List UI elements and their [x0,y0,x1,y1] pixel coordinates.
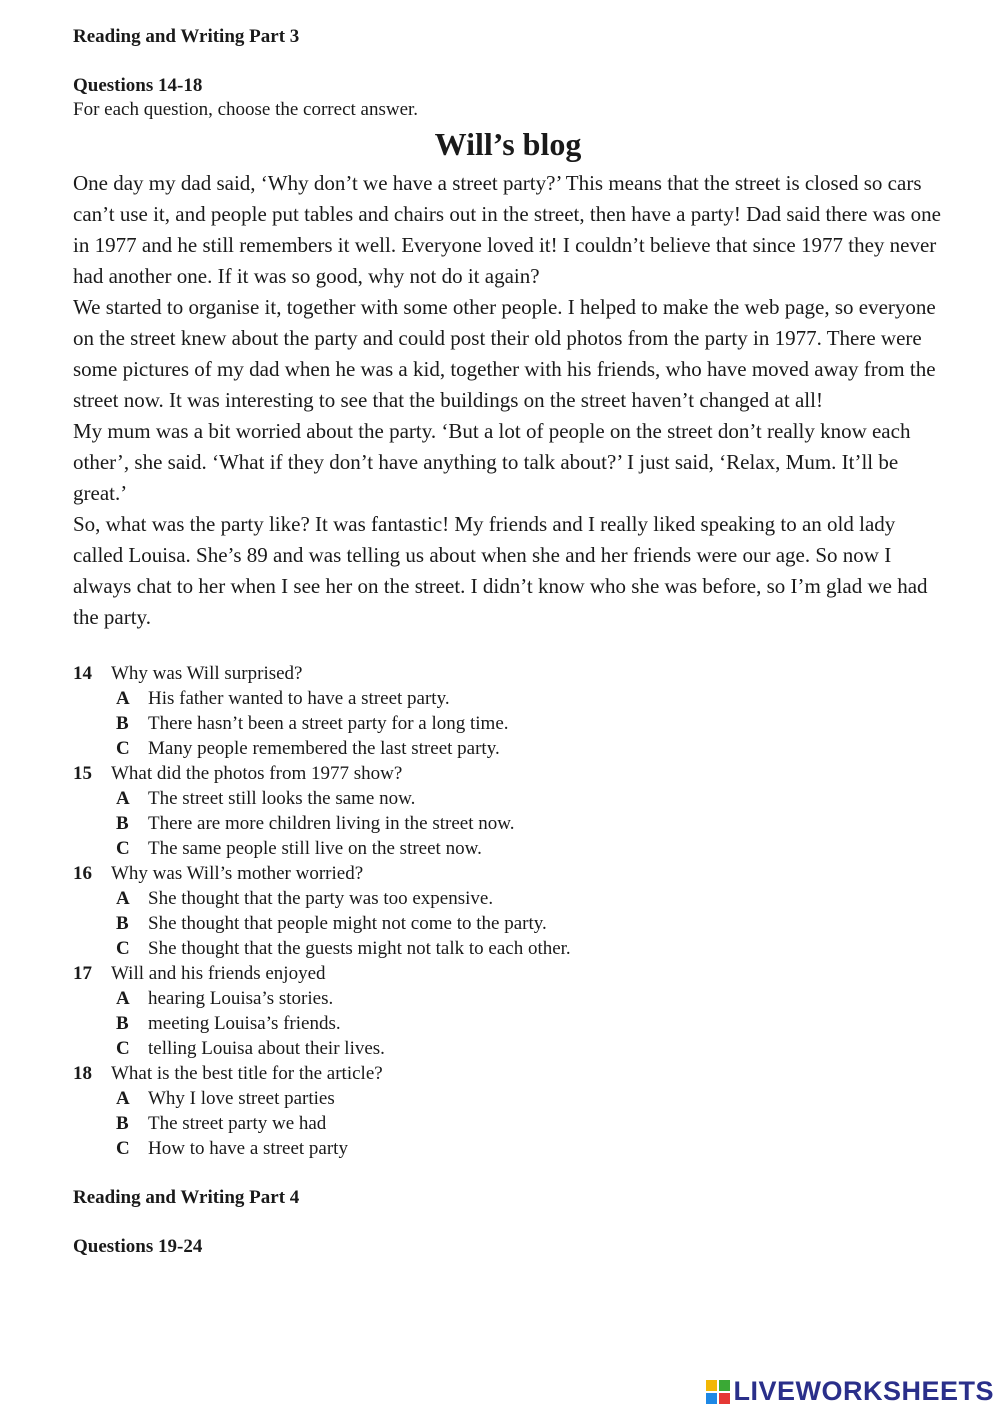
option-text: meeting Louisa’s friends. [148,1013,341,1034]
option-letter: A [116,888,130,909]
option-15-c[interactable] [116,836,943,861]
question-number: 16 [73,863,92,884]
question-list [73,661,943,1161]
option-18-b[interactable] [116,1111,943,1136]
logo-square-4 [719,1393,730,1404]
option-letter: C [116,1138,130,1159]
part3-heading: Reading and Writing Part 3 [73,26,300,47]
blog-paragraph-3: My mum was a bit worried about the party. ‘But a lot of people on the street don’t really know each other’, she said. ‘What if they don’t have anything to talk about?’ I just said, ‘Relax, Mum. It’ll be great.’ [73,419,911,505]
question-text: What is the best title for the article? [111,1063,383,1084]
option-text: The street party we had [148,1113,327,1134]
question-14 [73,661,943,761]
logo-square-3 [706,1393,717,1404]
option-text: She thought that the guests might not talk to each other. [148,938,571,959]
part3-questions-range: Questions 14-18 [73,75,203,96]
option-letter: A [116,1088,130,1109]
option-16-a[interactable] [116,886,943,911]
question-15 [73,761,943,861]
option-letter: C [116,838,130,859]
option-18-a[interactable] [116,1086,943,1111]
logo-squares-icon [706,1380,730,1404]
blog-paragraph-4: So, what was the party like? It was fantastic! My friends and I really liked speaking to an old lady called Louisa. She’s 89 and was telling us about when she and her friends were our age. So now I always chat to her when I see her on the street. I didn’t know who she was before, so I’m glad we had the party. [73,512,928,629]
option-text: Many people remembered the last street party. [148,738,500,759]
option-text: She thought that the party was too expensive. [148,888,494,909]
option-letter: B [116,1113,129,1134]
option-letter: A [116,788,130,809]
blog-paragraph-1: One day my dad said, ‘Why don’t we have a street party?’ This means that the street is closed so cars can’t use it, and people put tables and chairs out in the street, then have a party! Dad said there was one in 1977 and he still remembers it well. Everyone loved it! I couldn’t believe that since 1977 they never had another one. If it was so good, why not do it again? [73,171,941,288]
part4-questions-range: Questions 19-24 [73,1236,203,1257]
option-letter: B [116,1013,129,1034]
option-letter: C [116,1038,130,1059]
option-text: The street still looks the same now. [148,788,416,809]
option-15-b[interactable] [116,811,943,836]
option-text: Why I love street parties [148,1088,335,1109]
option-16-b[interactable] [116,911,943,936]
option-text: The same people still live on the street now. [148,838,482,859]
option-text: She thought that people might not come to the party. [148,913,547,934]
question-text: Why was Will surprised? [111,663,303,684]
option-letter: C [116,938,130,959]
option-14-c[interactable] [116,736,943,761]
logo-square-1 [706,1380,717,1391]
liveworksheets-logo [706,1376,994,1407]
option-text: There are more children living in the street now. [148,813,515,834]
option-15-a[interactable] [116,786,943,811]
option-17-c[interactable] [116,1036,943,1061]
option-17-a[interactable] [116,986,943,1011]
option-text: How to have a street party [148,1138,348,1159]
option-17-b[interactable] [116,1011,943,1036]
part3-instruction: For each question, choose the correct answer. [73,99,419,120]
option-letter: C [116,738,130,759]
question-number: 17 [73,963,92,984]
blog-title: Will’s blog [434,126,582,162]
option-14-b[interactable] [116,711,943,736]
option-text: telling Louisa about their lives. [148,1038,385,1059]
option-text: There hasn’t been a street party for a long time. [148,713,509,734]
question-text: What did the photos from 1977 show? [111,763,403,784]
question-number: 15 [73,763,92,784]
blog-paragraph-2: We started to organise it, together with some other people. I helped to make the web page, so everyone on the street knew about the party and could post their old photos from the party in 1977. There were some pictures of my dad when he was a kid, together with his friends, who have moved away from the street now. It was interesting to see that the buildings on the street haven’t changed at all! [73,295,936,412]
option-letter: B [116,813,129,834]
question-17 [73,961,943,1061]
question-18 [73,1061,943,1161]
option-letter: B [116,913,129,934]
option-14-a[interactable] [116,686,943,711]
option-text: hearing Louisa’s stories. [148,988,334,1009]
option-letter: B [116,713,129,734]
question-number: 18 [73,1063,92,1084]
part4-heading: Reading and Writing Part 4 [73,1187,300,1208]
question-text: Why was Will’s mother worried? [111,863,364,884]
option-16-c[interactable] [116,936,943,961]
worksheet-page [73,24,943,1259]
logo-text: LIVEWORKSHEETS [733,1376,994,1406]
option-18-c[interactable] [116,1136,943,1161]
question-text: Will and his friends enjoyed [111,963,326,984]
question-16 [73,861,943,961]
question-number: 14 [73,663,92,684]
logo-square-2 [719,1380,730,1391]
option-letter: A [116,688,130,709]
option-letter: A [116,988,130,1009]
option-text: His father wanted to have a street party. [148,688,450,709]
blog-text [73,168,943,633]
